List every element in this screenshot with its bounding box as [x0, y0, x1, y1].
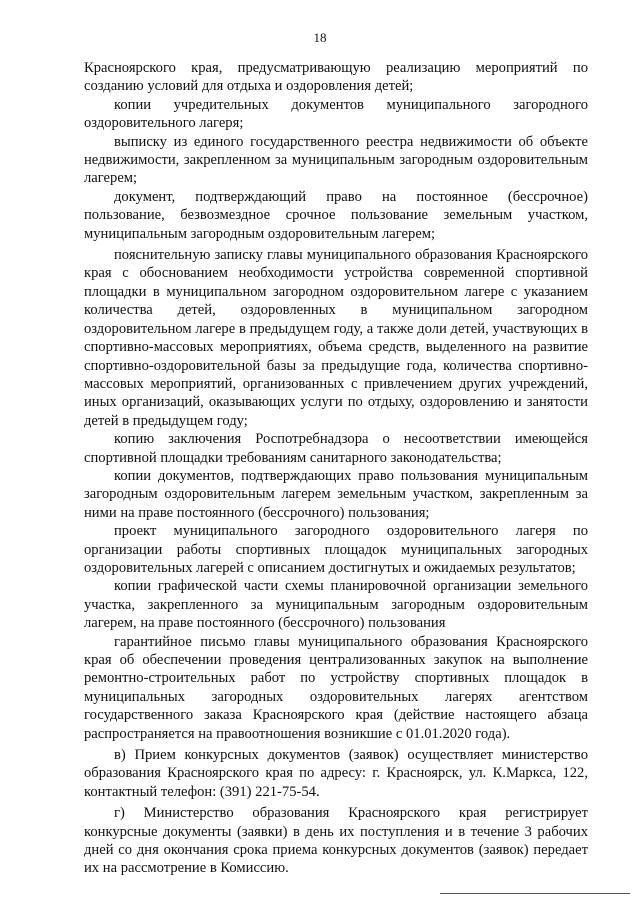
- paragraph-registry-extract: выписку из единого государственного реестра недвижимости об объекте недвижимости, закрепленном за муниципальным загородным оздоровительным лагерем;: [84, 133, 588, 187]
- document-body: [84, 59, 588, 878]
- bottom-divider: [440, 893, 630, 894]
- paragraph-land-right-document: документ, подтверждающий право на постоянное (бессрочное) пользование, безвозмездное срочное пользование земельным участком, муниципальным загородным оздоровительным лагерем;: [84, 188, 588, 242]
- paragraph-continuation: Красноярского края, предусматривающую реализацию мероприятий по созданию условий для отдыха и оздоровления детей;: [84, 60, 588, 95]
- paragraph-rospotrebnadzor-conclusion: копию заключения Роспотребнадзора о несоответствии имеющейся спортивной площадки требованиям санитарного законодательства;: [84, 431, 588, 466]
- paragraph-camp-project: проект муниципального загородного оздоровительного лагеря по организации работы спортивных площадок муниципальных загородных оздоровительных лагерей с описанием достигнутых и ожидаемых результатов;: [84, 523, 588, 576]
- paragraph-item-g: г) Министерство образования Красноярского края регистрирует конкурсные документы (заявки) в день их поступления и в течение 3 рабочих дней со дня окончания срока приема конкурсных документов (заявок) передает их на рассмотрение в Комиссию.: [84, 805, 588, 877]
- paragraph-site-plan-copies: копии графической части схемы планировочной организации земельного участка, закрепленного за муниципальным загородным оздоровительным лагерем, на праве постоянного (бессрочного) пользования: [84, 578, 588, 632]
- paragraph-charter-documents: копии учредительных документов муниципального загородного оздоровительного лагеря;: [84, 96, 588, 132]
- paragraph-item-v: в) Прием конкурсных документов (заявок) осуществляет министерство образования Красноярского края по адресу: г. Красноярск, ул. К.Маркса, 122, контактный телефон: (391) 221-75-54.: [84, 747, 588, 800]
- page-number: 18: [313, 30, 327, 45]
- paragraph-guarantee-letter: гарантийное письмо главы муниципального образования Красноярского края об обеспечении проведения централизованных закупок на выполнение ремонтно-строительных работ по устройству спортивных площадок в муниципальных загородных оздоровительных лагерях агентством государственного заказа Красноярского края (действие настоящего абзаца распространяется на правоотношения возникшие с 01.01.2020 года).: [84, 633, 588, 742]
- paragraph-explanatory-note: пояснительную записку главы муниципального образования Красноярского края с обоснованием необходимости устройства современной спортивной площадки в муниципальном загородном оздоровительном лагере с указанием количества детей, оздоровленных в муниципальном загородном оздоровительном лагере в предыдущем году, а также доли детей, участвующих в спортивно-массовых мероприятиях, объема средств, выделенного на развитие спортивно-оздоровительной базы за предыдущие года, количества спортивно-массовых мероприятий, организованных с привлечением других учреждений, иных организаций, оказывающих услуги по отдыху, оздоровлению и занятости детей в предыдущем году;: [84, 247, 588, 429]
- paragraph-land-use-documents: копии документов, подтверждающих право пользования муниципальным загородным оздоровительным лагерем земельным участком, закрепленным за ними на праве постоянного (бессрочного) пользования;: [84, 467, 588, 521]
